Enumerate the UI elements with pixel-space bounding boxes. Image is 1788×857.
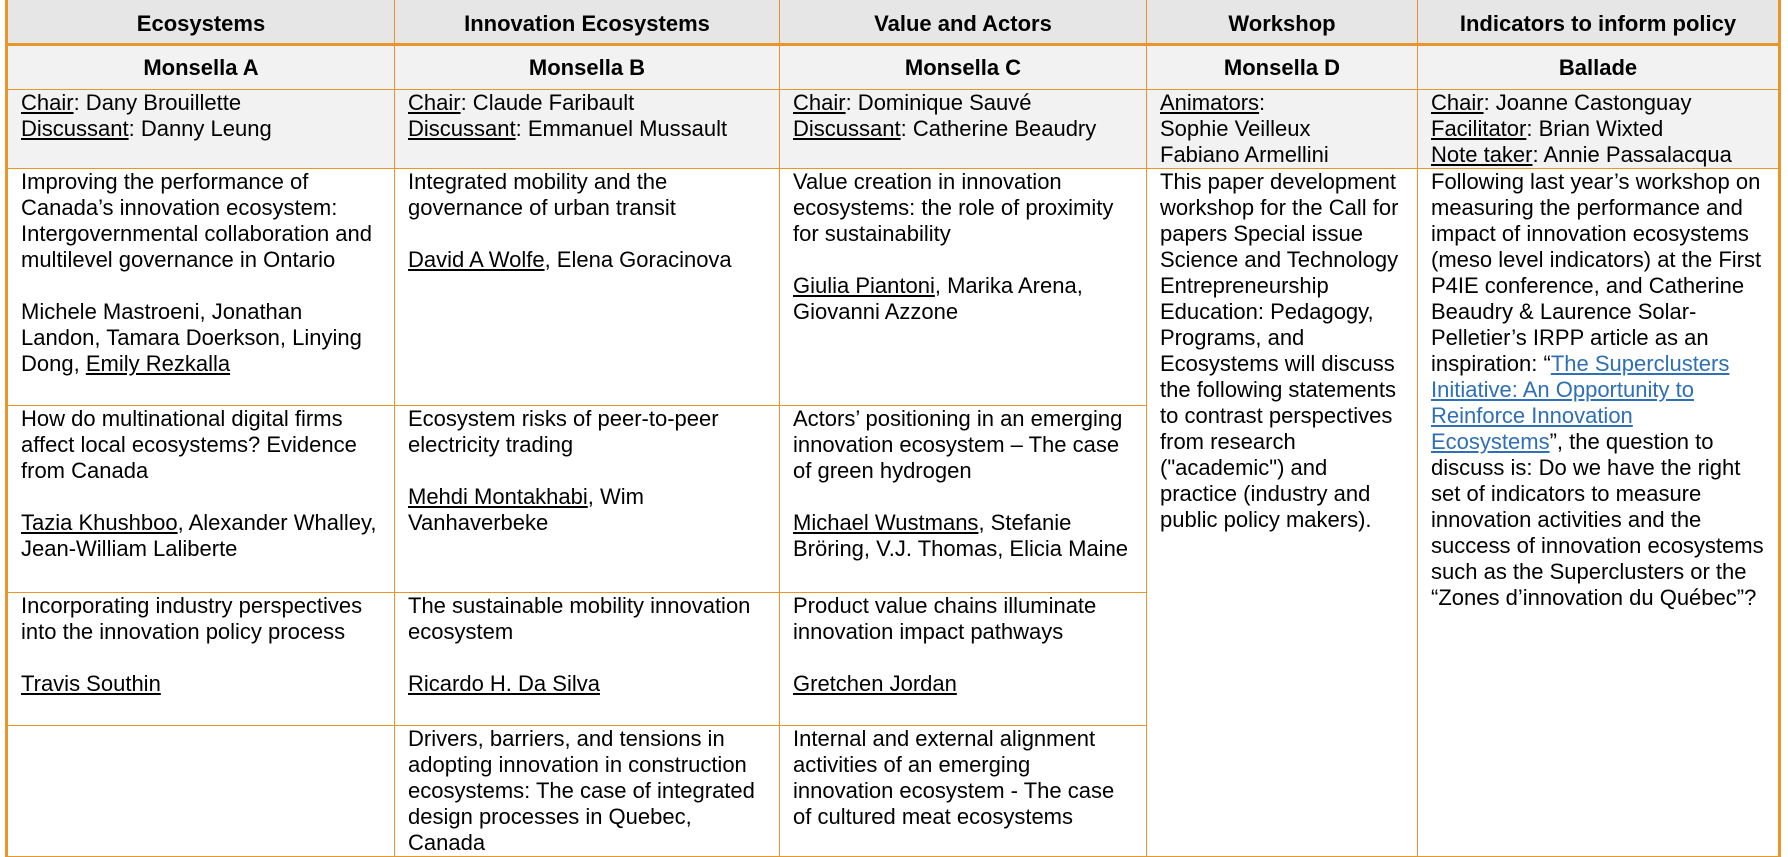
paper-b1: Integrated mobility and the governance of urban transit David A Wolfe, Elena Goracinova xyxy=(395,169,780,406)
paper-a3: Incorporating industry perspectives into the innovation policy process Travis Southin xyxy=(7,593,395,726)
room-monsella-b: Monsella B xyxy=(395,45,780,90)
room-monsella-c: Monsella C xyxy=(780,45,1147,90)
paper-c4: Internal and external alignment activities of an emerging innovation ecosystem - The case of cultured meat ecosystems xyxy=(780,726,1147,857)
paper-a1: Improving the performance of Canada’s innovation ecosystem: Intergovernmental collaboration and multilevel governance in Ontario Michele Mastroeni, Jonathan Landon, Tamara Doerkson, Linying Dong, Emily Rezkalla xyxy=(7,169,395,406)
paper-a2: How do multinational digital firms affect local ecosystems? Evidence from Canada Tazia Khushboo, Alexander Whalley, Jean-William Laliberte xyxy=(7,406,395,593)
track-title-a: Ecosystems xyxy=(7,0,395,45)
paper-a4-empty xyxy=(7,726,395,857)
irpp-article-link[interactable]: The Superclusters Initiative: An Opportunity to Reinforce Innovation Ecosystems xyxy=(1431,351,1730,454)
room-monsella-d: Monsella D xyxy=(1147,45,1418,90)
chairs-e: Chair: Joanne Castonguay Facilitator: Brian Wixted Note taker: Annie Passalacqua xyxy=(1418,90,1780,169)
chairs-c: Chair: Dominique Sauvé Discussant: Catherine Beaudry xyxy=(780,90,1147,169)
room-ballade: Ballade xyxy=(1418,45,1780,90)
track-title-c: Value and Actors xyxy=(780,0,1147,45)
track-title-b: Innovation Ecosystems xyxy=(395,0,780,45)
track-title-e: Indicators to inform policy xyxy=(1418,0,1780,45)
chairs-a: Chair: Dany Brouillette Discussant: Danny Leung xyxy=(7,90,395,169)
paper-c2: Actors’ positioning in an emerging innovation ecosystem – The case of green hydrogen Michael Wustmans, Stefanie Bröring, V.J. Thomas, Elicia Maine xyxy=(780,406,1147,593)
paper-c3: Product value chains illuminate innovation impact pathways Gretchen Jordan xyxy=(780,593,1147,726)
chairs-d: Animators: Sophie Veilleux Fabiano Armellini xyxy=(1147,90,1418,169)
program-table xyxy=(5,0,1781,857)
workshop-description: This paper development workshop for the Call for papers Special issue Science and Technology Entrepreneurship Education: Pedagogy, Programs, and Ecosystems will discuss the following statements to contrast perspectives from research ("academic") and practice (industry and public policy makers). xyxy=(1147,169,1418,857)
track-header-row xyxy=(7,0,1780,45)
paper-b4: Drivers, barriers, and tensions in adopting innovation in construction ecosystems: The case of integrated design processes in Quebec, Canada xyxy=(395,726,780,857)
room-monsella-a: Monsella A xyxy=(7,45,395,90)
chairs-row xyxy=(7,90,1780,169)
ballade-description: Following last year’s workshop on measuring the performance and impact of innovation ecosystems (meso level indicators) at the First P4IE conference, and Catherine Beaudry & Laurence Solar-Pelletier’s IRPP article as an inspiration: “The Superclusters Initiative: An Opportunity to Reinforce Innovation Ecosystems”, the question to discuss is: Do we have the right set of indicators to measure innovation activities and the success of innovation ecosystems such as the Superclusters or the “Zones d’innovation du Québec”? xyxy=(1418,169,1780,857)
paper-b2: Ecosystem risks of peer-to-peer electricity trading Mehdi Montakhabi, Wim Vanhaverbeke xyxy=(395,406,780,593)
session-row-1 xyxy=(7,169,1780,406)
paper-c1: Value creation in innovation ecosystems: the role of proximity for sustainability Giulia Piantoni, Marika Arena, Giovanni Azzone xyxy=(780,169,1147,406)
track-title-d: Workshop xyxy=(1147,0,1418,45)
paper-b3: The sustainable mobility innovation ecosystem Ricardo H. Da Silva xyxy=(395,593,780,726)
chairs-b: Chair: Claude Faribault Discussant: Emmanuel Mussault xyxy=(395,90,780,169)
room-row xyxy=(7,45,1780,90)
